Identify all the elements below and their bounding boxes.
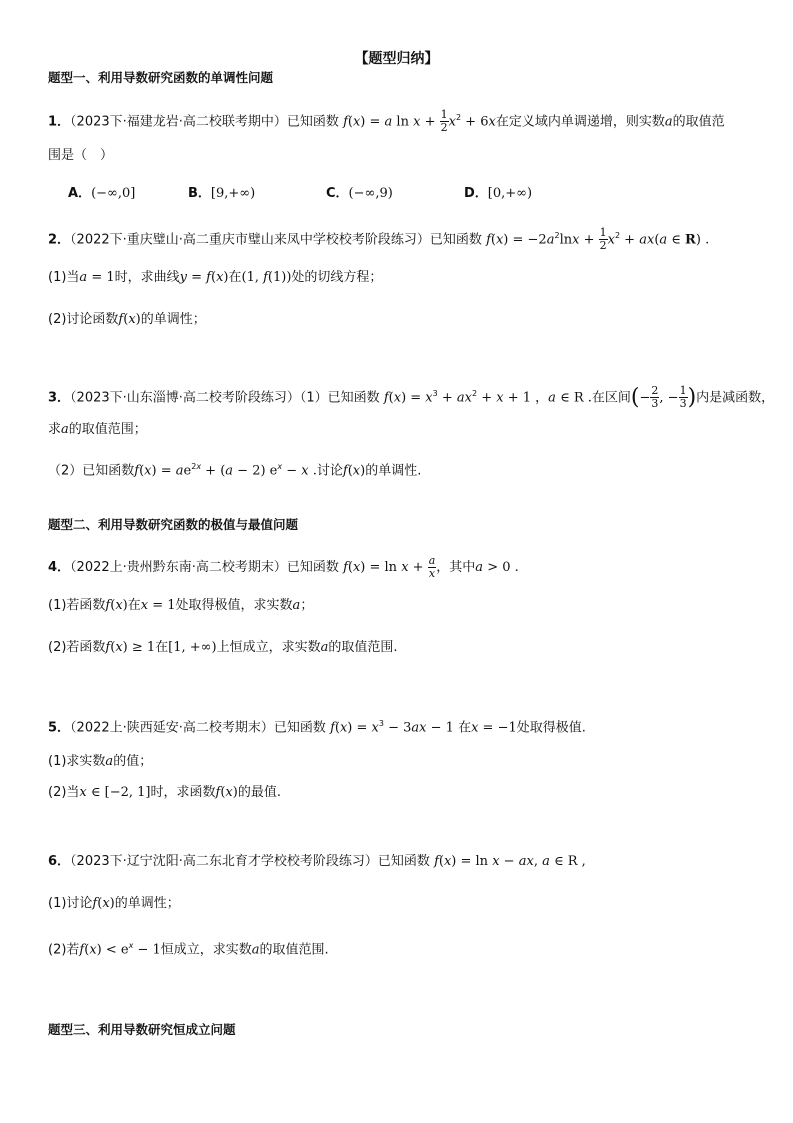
question-6-stem: 6．（2023下·辽宁沈阳·高二东北育才学校校考阶段练习）已知函数 f(x) = ln x − ax, a ∈ R , <box>48 854 586 869</box>
page-title: 【题型归纳】 <box>354 51 439 67</box>
section-heading-2: 题型二、利用导数研究函数的极值与最值问题 <box>48 517 299 532</box>
question-4-part-2: (2)若函数f(x) ≥ 1在[1, +∞)上恒成立，求实数a的取值范围. <box>48 640 398 655</box>
section-heading-3: 题型三、利用导数研究恒成立问题 <box>48 1022 236 1037</box>
option-c: C．(−∞,9) <box>326 186 393 201</box>
question-2-part-1: (1)当a = 1时，求曲线y = f(x)在(1, f(1))处的切线方程； <box>48 270 383 285</box>
question-2-part-2: (2)讨论函数f(x)的单调性； <box>48 312 206 327</box>
question-source: （2023下·福建龙岩·高二校联考期中） <box>70 114 287 130</box>
question-5-part-1: (1)求实数a的值； <box>48 754 153 769</box>
question-1-stem-cont: 围是（ ） <box>48 148 114 163</box>
formula: f <box>343 114 348 130</box>
question-6-part-1: (1)讨论f(x)的单调性； <box>48 896 180 911</box>
question-3-part-2: （2）已知函数$f(x) = ae^{2x} + (a - 2) e^x - x$ .讨论f(x)的单调性. <box>48 462 422 479</box>
question-2-stem: 2．（2022下·重庆璧山·高二重庆市璧山来凤中学校校考阶段练习）已知函数 $f(x) = -2a^2\ln x$ + $\frac{1}{2}$ $x^2 + ax(a$ ∈ R) . <box>48 226 710 253</box>
option-b: B．[9,+∞) <box>188 186 256 201</box>
question-3-stem-cont: 求a的取值范围； <box>48 422 147 437</box>
question-5-part-2: (2)当x ∈ [−2, 1]时，求函数f(x)的最值. <box>48 785 281 800</box>
option-d: D．[0,+∞) <box>464 186 533 201</box>
section-heading-1: 题型一、利用导数研究函数的单调性问题 <box>48 70 274 85</box>
question-5-stem: 5．（2022上·陕西延安·高二校考期末）已知函数 $f(x) = x^3 - 3ax - 1$ 在x = −1处取得极值. <box>48 719 586 736</box>
question-3-stem: 3．（2023下·山东淄博·高二校考阶段练习）（1）已知函数 $f(x) = x^3 + ax^2 + x + 1$ ，a ∈ R .在区间(− $\frac{2}{3}$ , − $\frac{1}{3}$ )内是减函数， <box>48 384 775 411</box>
question-number: 1． <box>48 114 71 130</box>
question-4-stem: 4．（2022上·贵州黔东南·高二校考期末）已知函数 f(x) = ln x + $\frac{a}{x}$ ，其中a > 0 . <box>48 554 519 580</box>
question-4-part-1: (1)若函数f(x)在x = 1处取得极值，求实数a； <box>48 598 314 613</box>
question-6-part-2: (2)若$f(x) < e^x - 1$恒成立，求实数a的取值范围. <box>48 941 329 958</box>
question-1-stem: 1．（2023下·福建龙岩·高二校联考期中）已知函数 f(x) = a ln x + $\frac{1}{2}$ $x^2 + 6x$在定义域内单调递增，则实数a的取值范 <box>48 108 725 135</box>
option-a: A．(−∞,0] <box>68 186 136 201</box>
